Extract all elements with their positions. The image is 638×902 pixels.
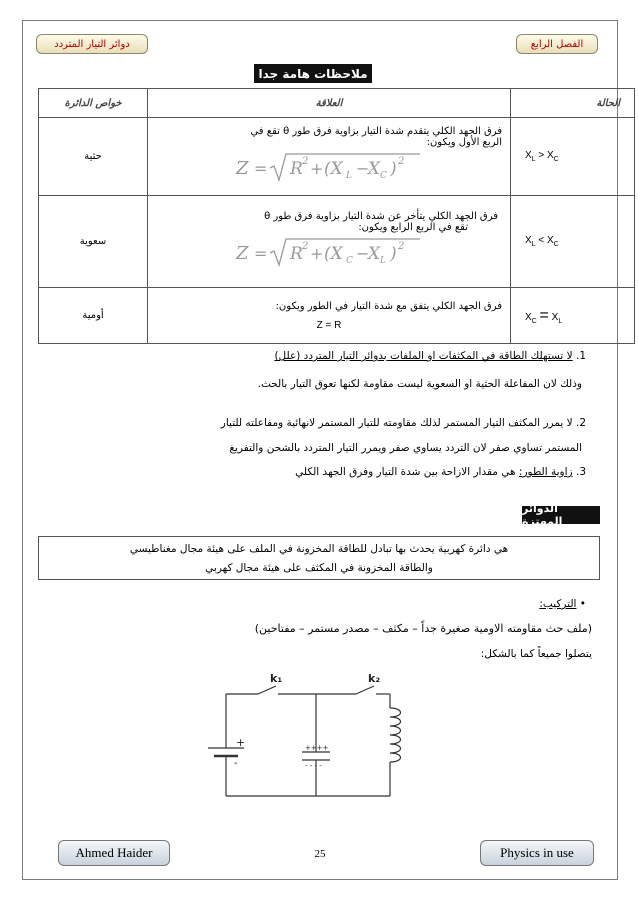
svg-text:(X: (X [324,244,343,264]
svg-text:): ) [390,244,397,264]
important-notes-banner: ملاحظات هامة جدا [254,64,372,83]
svg-text:+: + [310,159,324,178]
svg-text:L: L [346,171,352,181]
svg-text:−: − [356,244,370,263]
svg-text:C: C [380,171,387,181]
note-2 [26,417,586,429]
relation-text: الربع الأول ويكون: [426,137,502,148]
note-number: 3. [575,466,586,478]
table-row [39,288,635,344]
relation-cell [148,118,511,196]
property-cell: أومية [39,288,148,344]
svg-text:+: + [310,244,324,263]
svg-text:(X: (X [324,159,343,179]
page-number: 25 [314,848,326,860]
switch-k2-label: k₂ [368,672,381,685]
svg-text:Z: Z [236,158,249,179]
definition-line: هي دائرة كهربية يحدث بها تبادل للطاقة المخزونة في الملف على هيئة مجال مغناطيسي [129,543,509,555]
col-header-relation: العلاقة [148,89,511,118]
resistance-formula: Z = R [316,319,342,331]
footer-book-title: Physics in use [480,840,594,866]
note-number: 2. [575,417,586,429]
header-chapter-number: الفصل الرابع [516,34,598,54]
relation-text: فرق الجهد الكلي يتفق مع شدة التيار في الطور ويكون: [275,300,502,312]
note-1 [156,350,586,362]
svg-text:2: 2 [302,241,309,252]
relation-text: فرق الجهد الكلي يتأخر عن شدة التيار بزاوية فرق طور θ [264,211,498,222]
note-text: لا تستهلك الطاقة في المكثفات او الملفات بدوائر التيار المتردد (علل) [274,350,573,362]
battery-icon [208,748,244,756]
svg-text:−: − [356,159,370,178]
lc-circuit-diagram [196,668,426,830]
battery-plus-label: + [236,736,246,749]
property-cell: حثية [39,118,148,196]
svg-text:2: 2 [302,156,309,167]
relation-cell [148,196,511,288]
svg-text:C: C [346,256,353,266]
case-cell: $X_L < X_C$ [511,196,635,288]
note-text: هي مقدار الازاحة بين شدة التيار وفرق الجهد الكلي [295,466,516,478]
col-header-case: الحالة [511,89,635,118]
circuit-properties-table [38,88,635,344]
relation-text: فرق الجهد الكلي يتقدم شدة التيار بزاوية فرق طور θ تقع في [250,126,502,137]
table-header-row [39,89,635,118]
composition-title: التركيب: [539,598,577,610]
note-2-cont: المستمر تساوي صفر لان التردد يساوي صفر ويمرر التيار المتردد بالشحن والتفريغ [229,442,582,454]
capacitor-minus-label: - - - - [305,762,322,770]
note-3 [86,466,586,478]
svg-text:X: X [368,244,381,264]
composition-heading [386,598,586,610]
composition-parts: (ملف حث مقاومته الاومية صغيرة جداً – مكثف – مصدر مستمر – مفتاحين) [254,622,592,635]
impedance-formula [156,235,502,272]
property-cell: سعوية [39,196,148,288]
definition-line: والطاقة المخزونة في المكثف على هيئة مجال كهربي [205,562,433,574]
definition-box [38,536,600,580]
svg-text:): ) [390,159,397,179]
table-row [39,118,635,196]
svg-text:R: R [290,159,303,179]
footer-author: Ahmed Haider [58,840,170,866]
case-cell: $X_C = X_L$ [511,288,635,344]
capacitor-plus-label: ++++ [305,744,329,752]
case-cell: $X_L > X_C$ [511,118,635,196]
svg-text:2: 2 [398,156,405,167]
svg-text:X: X [368,159,381,179]
relation-text: تقع في الربع الرابع ويكون: [358,222,468,233]
note-text: لا يمرر المكثف التيار المستمر لذلك مقاومته للتيار المستمر لانهائية ومفاعلته للتيار [220,417,573,429]
note-term: زاوية الطور: [518,466,573,478]
note-1-reason: وذلك لان المفاعلة الحثية او السعوية ليست مقاومة لكنها تعوق التيار بالحث. [257,378,582,390]
table-row [39,196,635,288]
header-chapter-topic: دوائر التيار المتردد [36,34,148,54]
oscillating-circuits-heading: الدوائر المهتزة [522,506,600,524]
col-header-property: خواص الدائرة [39,89,148,118]
composition-connection: يتصلوا جميعاً كما بالشكل: [480,648,592,660]
svg-text:=: = [254,159,268,178]
switch-k1-label: k₁ [270,672,283,685]
bullet: • [579,598,586,610]
svg-text:Z: Z [236,243,249,264]
impedance-formula [156,150,502,187]
svg-text:L: L [380,256,386,266]
svg-text:2: 2 [398,241,405,252]
capacitor-icon [302,752,330,760]
note-number: 1. [575,350,586,362]
battery-minus-label: - [234,758,238,769]
svg-text:=: = [254,244,268,263]
svg-text:R: R [290,244,303,264]
relation-cell [148,288,511,344]
